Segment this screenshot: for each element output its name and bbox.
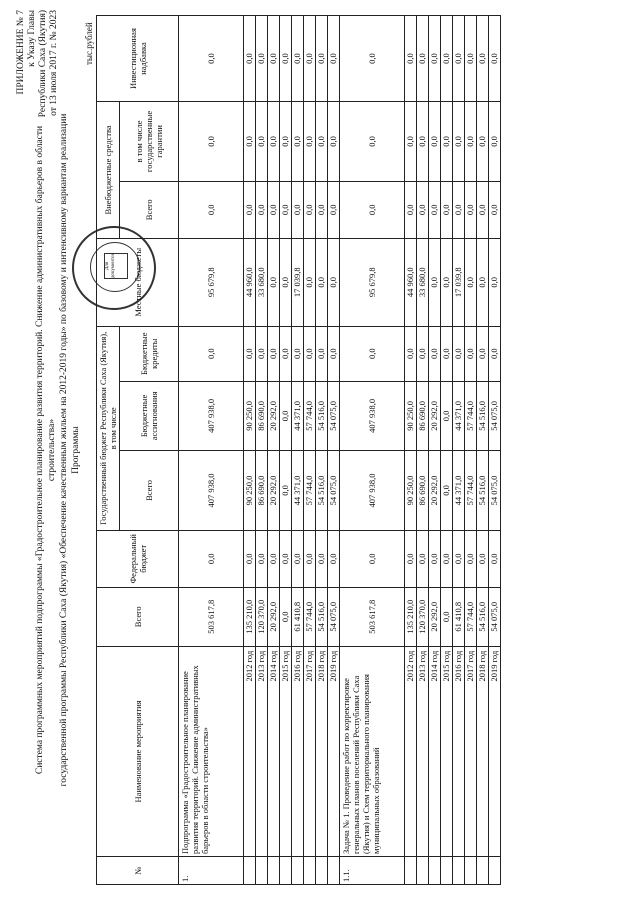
year-extra-guar-cell: 0,0 <box>244 102 256 182</box>
year-invest-cell: 0,0 <box>328 16 340 102</box>
year-extra-total-cell: 0,0 <box>328 181 340 238</box>
year-label: 2013 год <box>417 646 429 856</box>
section-extra-guar-cell: 0,0 <box>179 102 244 182</box>
year-state-assign-cell: 90 250,0 <box>244 381 256 450</box>
year-extra-guar-cell: 0,0 <box>256 102 268 182</box>
year-state-assign-cell: 57 744,0 <box>304 381 316 450</box>
year-state-credit-cell: 0,0 <box>429 326 441 381</box>
year-state-total-cell: 54 075,0 <box>489 451 501 531</box>
year-extra-total-cell: 0,0 <box>489 181 501 238</box>
section-local-cell: 95 679,8 <box>340 238 405 326</box>
year-label: 2017 год <box>465 646 477 856</box>
section-state-total-cell: 407 938,0 <box>340 451 405 531</box>
year-federal-cell: 0,0 <box>417 530 429 587</box>
year-state-credit-cell: 0,0 <box>477 326 489 381</box>
year-label: 2012 год <box>244 646 256 856</box>
year-local-cell: 0,0 <box>477 238 489 326</box>
empty-num-cell <box>304 857 316 885</box>
year-total-cell: 120 370,0 <box>256 587 268 646</box>
year-state-total-cell: 90 250,0 <box>405 451 417 531</box>
year-extra-total-cell: 0,0 <box>465 181 477 238</box>
year-invest-cell: 0,0 <box>280 16 292 102</box>
section-number: 1.1. <box>340 857 405 885</box>
year-state-total-cell: 44 371,0 <box>292 451 304 531</box>
year-extra-guar-cell: 0,0 <box>417 102 429 182</box>
year-federal-cell: 0,0 <box>441 530 453 587</box>
year-federal-cell: 0,0 <box>328 530 340 587</box>
year-state-assign-cell: 20 292,0 <box>429 381 441 450</box>
year-total-cell: 20 292,0 <box>429 587 441 646</box>
section-state-assign-cell: 407 938,0 <box>340 381 405 450</box>
year-state-credit-cell: 0,0 <box>489 326 501 381</box>
empty-num-cell <box>489 857 501 885</box>
year-extra-total-cell: 0,0 <box>268 181 280 238</box>
year-federal-cell: 0,0 <box>268 530 280 587</box>
year-state-assign-cell: 44 371,0 <box>292 381 304 450</box>
official-seal-stamp: Для документов <box>72 226 156 310</box>
year-invest-cell: 0,0 <box>489 16 501 102</box>
year-row <box>477 16 489 885</box>
section-invest-cell: 0,0 <box>340 16 405 102</box>
year-state-assign-cell: 20 292,0 <box>268 381 280 450</box>
year-label: 2019 год <box>328 646 340 856</box>
year-row <box>256 16 268 885</box>
year-state-total-cell: 0,0 <box>441 451 453 531</box>
year-extra-total-cell: 0,0 <box>453 181 465 238</box>
year-state-total-cell: 0,0 <box>280 451 292 531</box>
year-label: 2018 год <box>477 646 489 856</box>
year-local-cell: 44 960,0 <box>244 238 256 326</box>
year-invest-cell: 0,0 <box>465 16 477 102</box>
year-state-total-cell: 86 690,0 <box>417 451 429 531</box>
col-header-extra: Внебюджетные средства <box>97 102 120 239</box>
year-local-cell: 0,0 <box>465 238 477 326</box>
section-extra-guar-cell: 0,0 <box>340 102 405 182</box>
year-total-cell: 135 210,0 <box>405 587 417 646</box>
section-name: Задача № 1. Проведение работ по корректировке генеральных планов поселений Республики Саха (Якутия) и Схем территориального планирования муниципальных образований <box>340 646 405 856</box>
year-state-total-cell: 86 690,0 <box>256 451 268 531</box>
year-local-cell: 33 680,0 <box>417 238 429 326</box>
title-line: государственной программы Республики Саха (Якутия) «Обеспечение качественным жильем на 2012-2019 годы» по базовому и интенсивному вариантам реализации Программы <box>59 113 81 787</box>
appendix-date: от 13 июля 2017 г. № 2023 <box>49 10 59 116</box>
year-local-cell: 0,0 <box>489 238 501 326</box>
col-header-federal: Федеральный бюджет <box>97 530 179 587</box>
empty-num-cell <box>429 857 441 885</box>
appendix-ref-line: Республики Саха (Якутия) <box>38 10 48 118</box>
year-invest-cell: 0,0 <box>477 16 489 102</box>
year-extra-guar-cell: 0,0 <box>453 102 465 182</box>
year-row <box>405 16 417 885</box>
document-title <box>34 105 82 795</box>
year-total-cell: 61 410,8 <box>453 587 465 646</box>
year-state-credit-cell: 0,0 <box>441 326 453 381</box>
year-extra-total-cell: 0,0 <box>441 181 453 238</box>
appendix-ref-line: к Указу Главы <box>27 10 37 67</box>
empty-num-cell <box>292 857 304 885</box>
empty-num-cell <box>417 857 429 885</box>
year-extra-total-cell: 0,0 <box>256 181 268 238</box>
section-row <box>340 16 405 885</box>
year-total-cell: 57 744,0 <box>465 587 477 646</box>
year-federal-cell: 0,0 <box>405 530 417 587</box>
year-federal-cell: 0,0 <box>453 530 465 587</box>
year-extra-total-cell: 0,0 <box>405 181 417 238</box>
year-state-total-cell: 57 744,0 <box>465 451 477 531</box>
empty-num-cell <box>256 857 268 885</box>
section-local-cell: 95 679,8 <box>179 238 244 326</box>
empty-num-cell <box>405 857 417 885</box>
year-extra-guar-cell: 0,0 <box>429 102 441 182</box>
year-row <box>280 16 292 885</box>
year-federal-cell: 0,0 <box>256 530 268 587</box>
year-invest-cell: 0,0 <box>417 16 429 102</box>
year-local-cell: 33 680,0 <box>256 238 268 326</box>
year-label: 2019 год <box>489 646 501 856</box>
year-row <box>441 16 453 885</box>
col-header-state-total: Всего <box>120 451 179 531</box>
section-extra-total-cell: 0,0 <box>179 181 244 238</box>
year-state-total-cell: 54 516,0 <box>316 451 328 531</box>
year-row <box>304 16 316 885</box>
year-extra-guar-cell: 0,0 <box>465 102 477 182</box>
section-row <box>179 16 244 885</box>
year-total-cell: 54 516,0 <box>316 587 328 646</box>
empty-num-cell <box>453 857 465 885</box>
year-state-credit-cell: 0,0 <box>280 326 292 381</box>
year-row <box>268 16 280 885</box>
year-federal-cell: 0,0 <box>280 530 292 587</box>
year-extra-guar-cell: 0,0 <box>477 102 489 182</box>
col-header-state: Государственный бюджет Республики Саха (Якутия), в том числе <box>97 326 120 530</box>
year-local-cell: 0,0 <box>304 238 316 326</box>
year-state-assign-cell: 54 516,0 <box>316 381 328 450</box>
year-row <box>316 16 328 885</box>
year-invest-cell: 0,0 <box>316 16 328 102</box>
empty-num-cell <box>268 857 280 885</box>
year-state-assign-cell: 86 690,0 <box>417 381 429 450</box>
unit-label: тыс.рублей <box>84 22 94 65</box>
empty-num-cell <box>441 857 453 885</box>
year-invest-cell: 0,0 <box>429 16 441 102</box>
year-federal-cell: 0,0 <box>465 530 477 587</box>
col-header-extra-guar: в том числе государственные гарантии <box>120 102 179 182</box>
year-label: 2012 год <box>405 646 417 856</box>
year-extra-guar-cell: 0,0 <box>316 102 328 182</box>
year-state-total-cell: 20 292,0 <box>429 451 441 531</box>
year-federal-cell: 0,0 <box>477 530 489 587</box>
year-state-assign-cell: 44 371,0 <box>453 381 465 450</box>
year-extra-total-cell: 0,0 <box>304 181 316 238</box>
year-local-cell: 17 039,8 <box>292 238 304 326</box>
year-state-total-cell: 57 744,0 <box>304 451 316 531</box>
year-extra-total-cell: 0,0 <box>244 181 256 238</box>
year-row <box>417 16 429 885</box>
year-extra-guar-cell: 0,0 <box>405 102 417 182</box>
empty-num-cell <box>477 857 489 885</box>
section-state-assign-cell: 407 938,0 <box>179 381 244 450</box>
year-state-assign-cell: 86 690,0 <box>256 381 268 450</box>
year-row <box>453 16 465 885</box>
section-invest-cell: 0,0 <box>179 16 244 102</box>
year-label: 2015 год <box>280 646 292 856</box>
col-header-extra-total: Всего <box>120 181 179 238</box>
year-label: 2018 год <box>316 646 328 856</box>
year-state-assign-cell: 0,0 <box>280 381 292 450</box>
year-total-cell: 61 410,8 <box>292 587 304 646</box>
section-federal-cell: 0,0 <box>179 530 244 587</box>
empty-num-cell <box>465 857 477 885</box>
year-extra-guar-cell: 0,0 <box>292 102 304 182</box>
year-state-total-cell: 54 075,0 <box>328 451 340 531</box>
year-state-assign-cell: 57 744,0 <box>465 381 477 450</box>
year-state-total-cell: 44 371,0 <box>453 451 465 531</box>
col-header-invest: Инвестиционная надбавка <box>97 16 179 102</box>
section-number: 1. <box>179 857 244 885</box>
year-state-assign-cell: 90 250,0 <box>405 381 417 450</box>
empty-num-cell <box>328 857 340 885</box>
year-label: 2014 год <box>268 646 280 856</box>
year-extra-total-cell: 0,0 <box>316 181 328 238</box>
year-local-cell: 0,0 <box>268 238 280 326</box>
year-extra-guar-cell: 0,0 <box>441 102 453 182</box>
year-state-assign-cell: 54 516,0 <box>477 381 489 450</box>
year-extra-total-cell: 0,0 <box>477 181 489 238</box>
year-extra-guar-cell: 0,0 <box>328 102 340 182</box>
year-local-cell: 0,0 <box>429 238 441 326</box>
year-extra-guar-cell: 0,0 <box>280 102 292 182</box>
year-total-cell: 54 075,0 <box>489 587 501 646</box>
year-state-total-cell: 20 292,0 <box>268 451 280 531</box>
year-total-cell: 120 370,0 <box>417 587 429 646</box>
year-state-assign-cell: 54 075,0 <box>328 381 340 450</box>
year-total-cell: 20 292,0 <box>268 587 280 646</box>
title-line: Система программных мероприятий подпрограммы «Градостроительное планирование развития территорий. Снижение административных барьеров в области строительства» <box>35 125 57 775</box>
empty-num-cell <box>244 857 256 885</box>
year-extra-total-cell: 0,0 <box>292 181 304 238</box>
year-row <box>465 16 477 885</box>
year-state-total-cell: 54 516,0 <box>477 451 489 531</box>
year-federal-cell: 0,0 <box>316 530 328 587</box>
year-state-credit-cell: 0,0 <box>316 326 328 381</box>
col-header-name: Наименование мероприятия <box>97 646 179 856</box>
year-row <box>328 16 340 885</box>
year-local-cell: 0,0 <box>328 238 340 326</box>
section-extra-total-cell: 0,0 <box>340 181 405 238</box>
year-invest-cell: 0,0 <box>441 16 453 102</box>
section-federal-cell: 0,0 <box>340 530 405 587</box>
year-local-cell: 0,0 <box>316 238 328 326</box>
year-extra-guar-cell: 0,0 <box>268 102 280 182</box>
year-total-cell: 57 744,0 <box>304 587 316 646</box>
year-row <box>429 16 441 885</box>
year-state-credit-cell: 0,0 <box>256 326 268 381</box>
year-label: 2016 год <box>292 646 304 856</box>
section-total-cell: 503 617,8 <box>179 587 244 646</box>
year-invest-cell: 0,0 <box>256 16 268 102</box>
section-state-credit-cell: 0,0 <box>179 326 244 381</box>
appendix-number: ПРИЛОЖЕНИЕ № 7 <box>16 10 26 95</box>
year-extra-guar-cell: 0,0 <box>489 102 501 182</box>
year-row <box>292 16 304 885</box>
year-local-cell: 17 039,8 <box>453 238 465 326</box>
col-header-local: Местные бюджеты <box>97 238 179 326</box>
year-label: 2014 год <box>429 646 441 856</box>
col-header-state-credit: Бюджетные кредиты <box>120 326 179 381</box>
empty-num-cell <box>280 857 292 885</box>
year-label: 2015 год <box>441 646 453 856</box>
year-extra-total-cell: 0,0 <box>429 181 441 238</box>
year-extra-total-cell: 0,0 <box>417 181 429 238</box>
year-federal-cell: 0,0 <box>429 530 441 587</box>
section-total-cell: 503 617,8 <box>340 587 405 646</box>
year-federal-cell: 0,0 <box>244 530 256 587</box>
year-state-credit-cell: 0,0 <box>405 326 417 381</box>
year-state-credit-cell: 0,0 <box>244 326 256 381</box>
empty-num-cell <box>316 857 328 885</box>
year-label: 2016 год <box>453 646 465 856</box>
year-row <box>244 16 256 885</box>
year-invest-cell: 0,0 <box>292 16 304 102</box>
year-local-cell: 0,0 <box>280 238 292 326</box>
year-invest-cell: 0,0 <box>268 16 280 102</box>
year-invest-cell: 0,0 <box>244 16 256 102</box>
year-total-cell: 54 516,0 <box>477 587 489 646</box>
year-label: 2017 год <box>304 646 316 856</box>
year-federal-cell: 0,0 <box>304 530 316 587</box>
year-local-cell: 0,0 <box>441 238 453 326</box>
year-state-credit-cell: 0,0 <box>453 326 465 381</box>
year-row <box>489 16 501 885</box>
year-state-credit-cell: 0,0 <box>268 326 280 381</box>
year-total-cell: 0,0 <box>441 587 453 646</box>
section-state-credit-cell: 0,0 <box>340 326 405 381</box>
year-federal-cell: 0,0 <box>292 530 304 587</box>
year-state-credit-cell: 0,0 <box>292 326 304 381</box>
year-total-cell: 135 210,0 <box>244 587 256 646</box>
section-name: Подпрограмма «Градостроительное планирование развития территорий. Снижение административных барьеров в области строительства» <box>179 646 244 856</box>
section-state-total-cell: 407 938,0 <box>179 451 244 531</box>
year-invest-cell: 0,0 <box>304 16 316 102</box>
year-invest-cell: 0,0 <box>405 16 417 102</box>
year-state-credit-cell: 0,0 <box>304 326 316 381</box>
year-state-credit-cell: 0,0 <box>328 326 340 381</box>
year-label: 2013 год <box>256 646 268 856</box>
year-total-cell: 0,0 <box>280 587 292 646</box>
year-federal-cell: 0,0 <box>489 530 501 587</box>
program-measures-table <box>96 15 501 885</box>
year-extra-total-cell: 0,0 <box>280 181 292 238</box>
year-state-assign-cell: 54 075,0 <box>489 381 501 450</box>
col-header-num: № <box>97 857 179 885</box>
year-state-credit-cell: 0,0 <box>417 326 429 381</box>
col-header-total: Всего <box>97 587 179 646</box>
year-state-assign-cell: 0,0 <box>441 381 453 450</box>
year-state-total-cell: 90 250,0 <box>244 451 256 531</box>
col-header-state-assign: Бюджетные ассигнования <box>120 381 179 450</box>
year-total-cell: 54 075,0 <box>328 587 340 646</box>
year-state-credit-cell: 0,0 <box>465 326 477 381</box>
year-extra-guar-cell: 0,0 <box>304 102 316 182</box>
year-local-cell: 44 960,0 <box>405 238 417 326</box>
year-invest-cell: 0,0 <box>453 16 465 102</box>
